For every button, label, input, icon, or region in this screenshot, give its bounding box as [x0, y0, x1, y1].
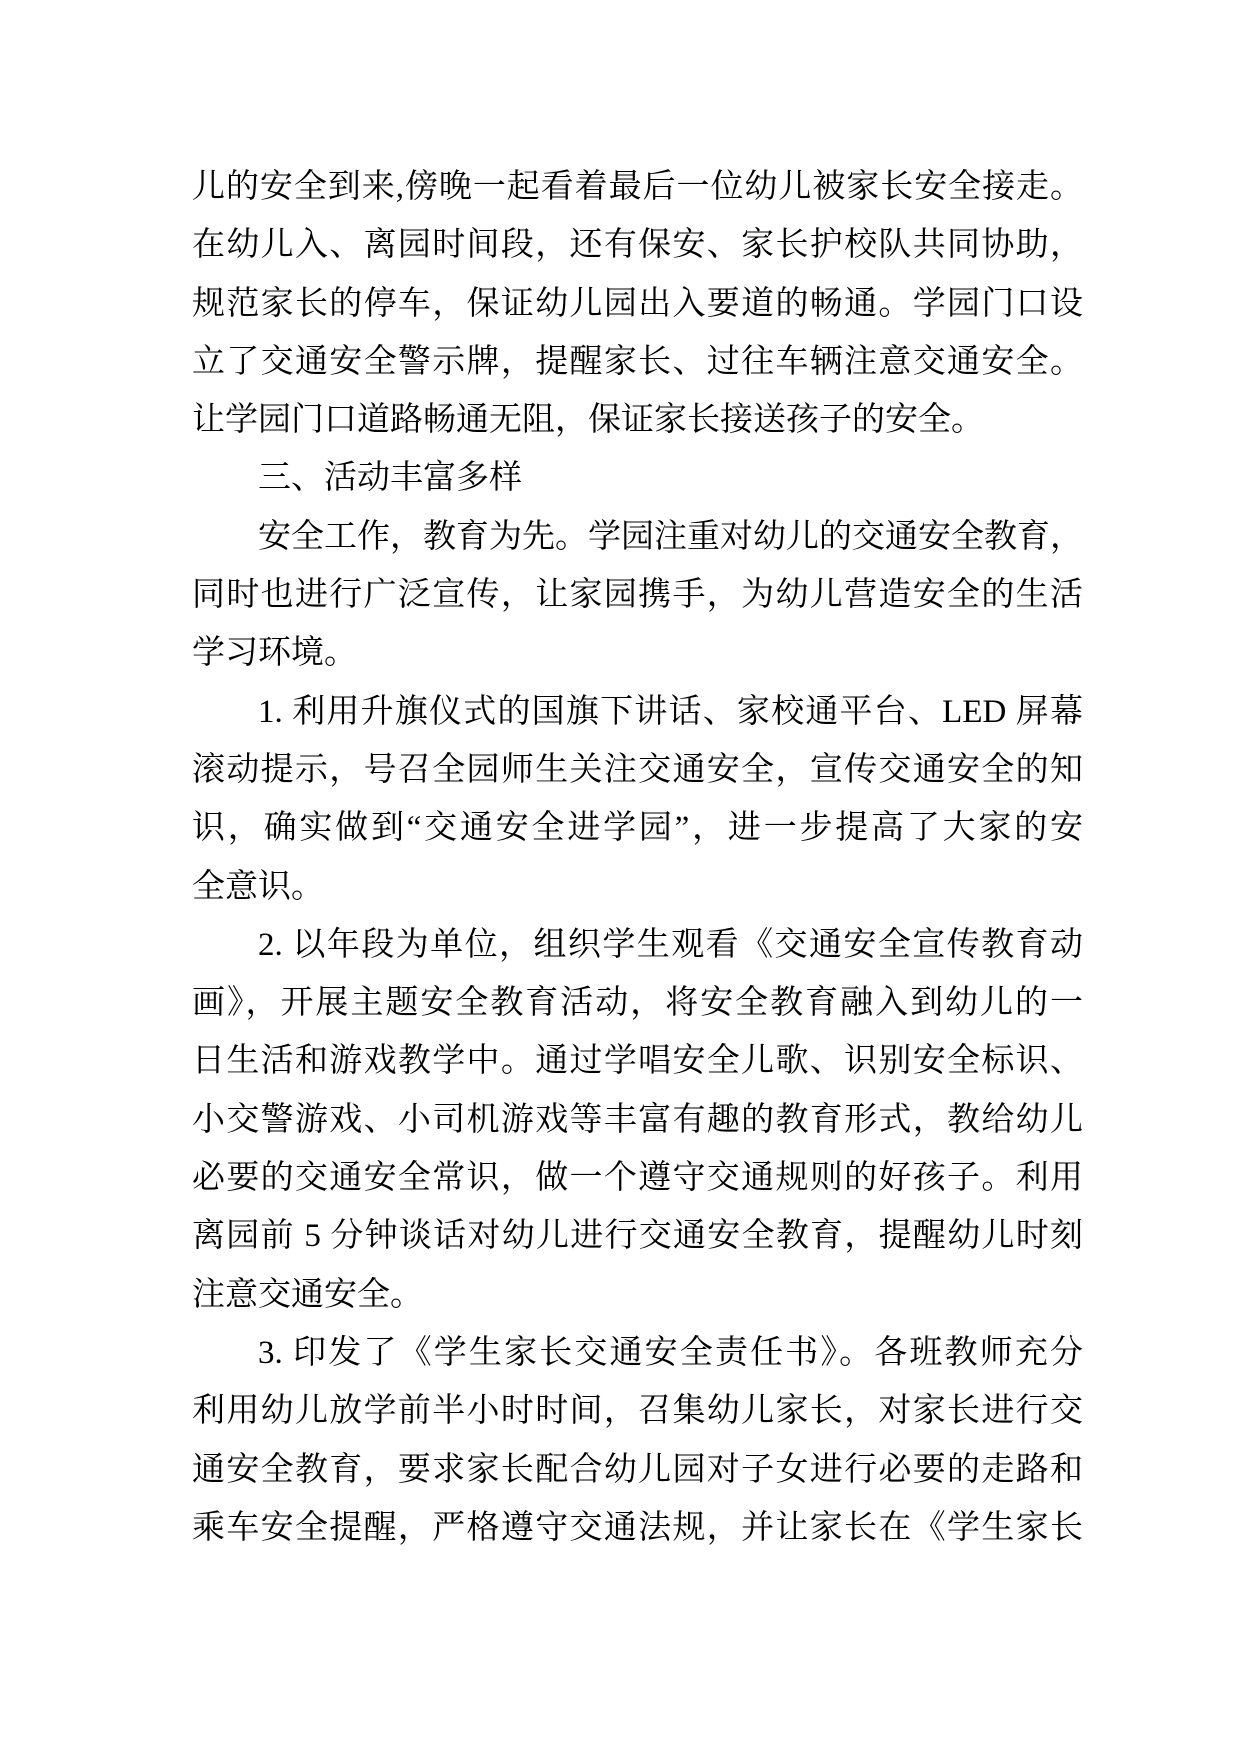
text-line: 小交警游戏、小司机游戏等丰富有趣的教育形式，教给幼儿: [192, 1101, 1083, 1138]
text-line: 滚动提示，号召全园师生关注交通安全，宣传交通安全的知: [192, 751, 1083, 788]
text-line: 识，确实做到“交通安全进学园”，进一步提高了大家的安: [192, 810, 1083, 847]
text-line: 乘车安全提醒，严格遵守交通法规，并让家长在《学生家长: [192, 1509, 1083, 1546]
text-line: 日生活和游戏教学中。通过学唱安全儿歌、识别安全标识、: [192, 1043, 1083, 1080]
text-line: 让学园门口道路畅通无阻，保证家长接送孩子的安全。: [192, 402, 984, 439]
text-line: 必要的交通安全常识，做一个遵守交通规则的好孩子。利用: [192, 1160, 1083, 1197]
text-line: 1. 利用升旗仪式的国旗下讲话、家校通平台、LED 屏幕: [258, 693, 1083, 730]
document-body: [192, 158, 1083, 1557]
text-line: 全意识。: [192, 868, 324, 905]
text-line: 通安全教育，要求家长配合幼儿园对子女进行必要的走路和: [192, 1451, 1083, 1488]
text-line: 同时也进行广泛宣传，让家园携手，为幼儿营造安全的生活: [192, 577, 1083, 614]
text-line: 学习环境。: [192, 635, 357, 672]
text-line: 儿的安全到来,傍晚一起看着最后一位幼儿被家长安全接走。: [192, 169, 1083, 205]
text-line: 在幼儿入、离园时间段，还有保安、家长护校队共同协助，: [192, 227, 1083, 264]
text-line: 离园前 5 分钟谈话对幼儿进行交通安全教育，提醒幼儿时刻: [192, 1218, 1083, 1255]
text-line: 三、活动丰富多样: [258, 460, 522, 497]
text-line: 2. 以年段为单位，组织学生观看《交通安全宣传教育动: [258, 926, 1083, 963]
text-line: 注意交通安全。: [192, 1276, 423, 1313]
text-line: 安全工作，教育为先。学园注重对幼儿的交通安全教育，: [258, 518, 1083, 555]
text-line: 立了交通安全警示牌，提醒家长、过往车辆注意交通安全。: [192, 343, 1083, 380]
text-line: 规范家长的停车，保证幼儿园出入要道的畅通。学园门口设: [192, 285, 1083, 322]
text-line: 画》，开展主题安全教育活动，将安全教育融入到幼儿的一: [192, 985, 1083, 1022]
text-line: 利用幼儿放学前半小时时间，召集幼儿家长，对家长进行交: [192, 1393, 1083, 1430]
text-line: 3. 印发了《学生家长交通安全责任书》。各班教师充分: [258, 1334, 1083, 1371]
